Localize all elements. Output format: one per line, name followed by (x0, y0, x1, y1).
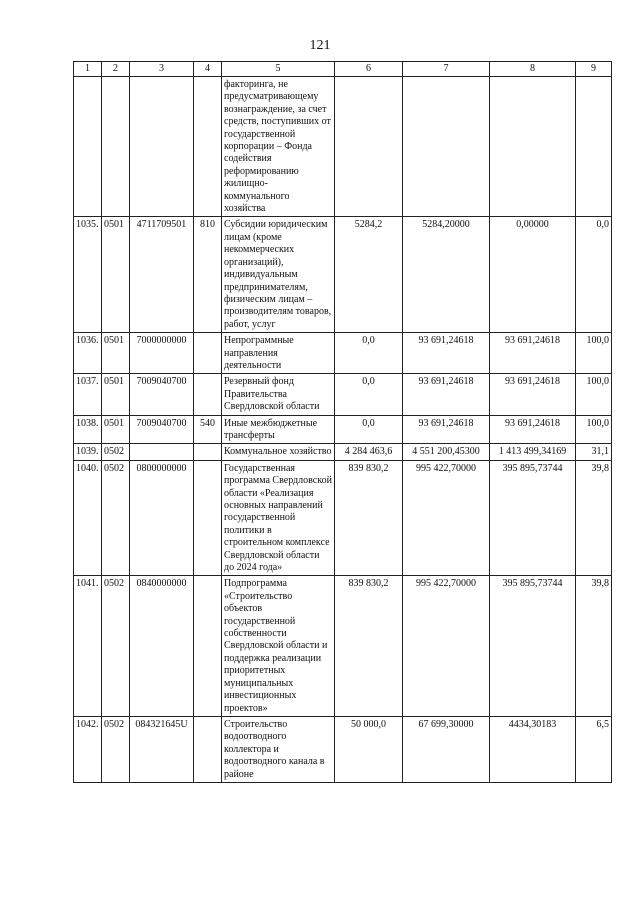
value-col7-cell: 995 422,70000 (403, 576, 490, 716)
expense-type-cell (194, 460, 222, 576)
value-col7-cell (403, 77, 490, 217)
table-row (74, 217, 612, 333)
percent-cell: 6,5 (576, 716, 612, 782)
row-number-cell: 1037. (74, 374, 102, 415)
section-code-cell: 0502 (102, 444, 130, 460)
table-row (74, 460, 612, 576)
column-header: 2 (102, 62, 130, 77)
table-row (74, 333, 612, 374)
value-col7-cell: 93 691,24618 (403, 415, 490, 444)
value-col7-cell: 4 551 200,45300 (403, 444, 490, 460)
value-col8-cell: 93 691,24618 (490, 374, 576, 415)
value-col7-cell: 93 691,24618 (403, 333, 490, 374)
percent-cell: 100,0 (576, 374, 612, 415)
name-cell: факторинга, не предусматривающему вознаграждение, за счет средств, поступивших от государственной корпорации – Фонда содействия реформированию жилищно-коммунального хозяйства (222, 77, 335, 217)
row-number-cell: 1040. (74, 460, 102, 576)
name-cell: Непрограммные направления деятельности (222, 333, 335, 374)
table-row (74, 444, 612, 460)
value-col6-cell: 0,0 (335, 374, 403, 415)
expense-type-cell (194, 77, 222, 217)
page-number: 121 (309, 38, 331, 53)
budget-table (73, 61, 612, 783)
percent-cell: 39,8 (576, 576, 612, 716)
target-code-cell (130, 77, 194, 217)
percent-cell: 39,8 (576, 460, 612, 576)
expense-type-cell (194, 716, 222, 782)
name-cell: Государственная программа Свердловской области «Реализация основных направлений государственной политики в строительном комплексе Свердловской области до 2024 года» (222, 460, 335, 576)
value-col7-cell: 67 699,30000 (403, 716, 490, 782)
value-col7-cell: 5284,20000 (403, 217, 490, 333)
value-col6-cell (335, 77, 403, 217)
column-header: 6 (335, 62, 403, 77)
column-header: 3 (130, 62, 194, 77)
target-code-cell (130, 444, 194, 460)
section-code-cell: 0501 (102, 217, 130, 333)
value-col8-cell: 0,00000 (490, 217, 576, 333)
value-col7-cell: 995 422,70000 (403, 460, 490, 576)
value-col6-cell: 5284,2 (335, 217, 403, 333)
value-col8-cell (490, 77, 576, 217)
percent-cell: 0,0 (576, 217, 612, 333)
target-code-cell: 7009040700 (130, 374, 194, 415)
name-cell: Подпрограмма «Строительство объектов государственной собственности Свердловской области и поддержка реализации приоритетных муниципальных инвестиционных проектов» (222, 576, 335, 716)
name-cell: Коммунальное хозяйство (222, 444, 335, 460)
table-row (74, 576, 612, 716)
section-code-cell: 0501 (102, 415, 130, 444)
value-col8-cell: 93 691,24618 (490, 333, 576, 374)
column-number-row (74, 62, 612, 77)
percent-cell (576, 77, 612, 217)
column-header: 7 (403, 62, 490, 77)
value-col6-cell: 4 284 463,6 (335, 444, 403, 460)
value-col6-cell: 0,0 (335, 415, 403, 444)
column-header: 1 (74, 62, 102, 77)
column-header: 4 (194, 62, 222, 77)
value-col6-cell: 839 830,2 (335, 460, 403, 576)
target-code-cell: 4711709501 (130, 217, 194, 333)
expense-type-cell (194, 374, 222, 415)
section-code-cell: 0501 (102, 333, 130, 374)
column-header: 8 (490, 62, 576, 77)
table-row (74, 374, 612, 415)
row-number-cell: 1041. (74, 576, 102, 716)
target-code-cell: 7009040700 (130, 415, 194, 444)
section-code-cell: 0502 (102, 460, 130, 576)
name-cell: Строительство водоотводного коллектора и водоотводного канала в районе (222, 716, 335, 782)
value-col6-cell: 0,0 (335, 333, 403, 374)
value-col8-cell: 1 413 499,34169 (490, 444, 576, 460)
expense-type-cell (194, 333, 222, 374)
section-code-cell: 0502 (102, 576, 130, 716)
target-code-cell: 0800000000 (130, 460, 194, 576)
expense-type-cell: 810 (194, 217, 222, 333)
table-row (74, 77, 612, 217)
column-header: 9 (576, 62, 612, 77)
value-col8-cell: 4434,30183 (490, 716, 576, 782)
row-number-cell: 1038. (74, 415, 102, 444)
expense-type-cell (194, 576, 222, 716)
name-cell: Иные межбюджетные трансферты (222, 415, 335, 444)
target-code-cell: 0840000000 (130, 576, 194, 716)
column-header: 5 (222, 62, 335, 77)
value-col8-cell: 395 895,73744 (490, 460, 576, 576)
value-col7-cell: 93 691,24618 (403, 374, 490, 415)
target-code-cell: 084321645U (130, 716, 194, 782)
percent-cell: 31,1 (576, 444, 612, 460)
value-col8-cell: 93 691,24618 (490, 415, 576, 444)
value-col8-cell: 395 895,73744 (490, 576, 576, 716)
name-cell: Субсидии юридическим лицам (кроме некоммерческих организаций), индивидуальным предпринимателям, физическим лицам – производителям товаров, работ, услуг (222, 217, 335, 333)
row-number-cell: 1035. (74, 217, 102, 333)
expense-type-cell (194, 444, 222, 460)
percent-cell: 100,0 (576, 415, 612, 444)
section-code-cell (102, 77, 130, 217)
value-col6-cell: 839 830,2 (335, 576, 403, 716)
table-row (74, 415, 612, 444)
section-code-cell: 0501 (102, 374, 130, 415)
section-code-cell: 0502 (102, 716, 130, 782)
row-number-cell: 1039. (74, 444, 102, 460)
percent-cell: 100,0 (576, 333, 612, 374)
row-number-cell: 1036. (74, 333, 102, 374)
table-row (74, 716, 612, 782)
target-code-cell: 7000000000 (130, 333, 194, 374)
row-number-cell (74, 77, 102, 217)
row-number-cell: 1042. (74, 716, 102, 782)
name-cell: Резервный фонд Правительства Свердловской области (222, 374, 335, 415)
expense-type-cell: 540 (194, 415, 222, 444)
value-col6-cell: 50 000,0 (335, 716, 403, 782)
